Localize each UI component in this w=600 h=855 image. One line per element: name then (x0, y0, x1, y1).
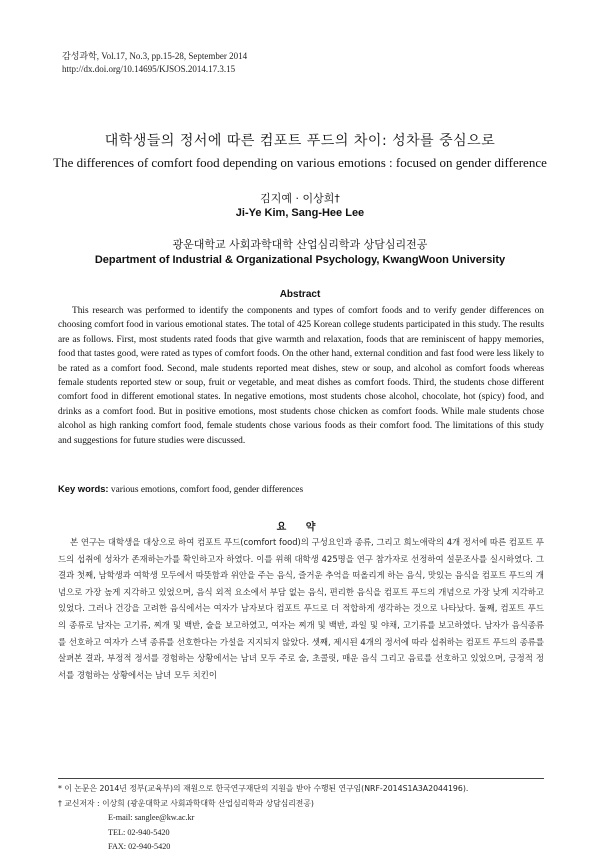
title-korean: 대학생들의 정서에 따른 컴포트 푸드의 차이: 성차를 중심으로 (104, 133, 496, 149)
authors-korean: 김지예 · 이상희† (260, 192, 340, 205)
footnote-corresponding: † 교신저자 : 이상희 (광운대학교 사회과학대학 산업심리학과 상담심리전공) (58, 798, 314, 808)
footnote-divider (58, 778, 544, 779)
summary-heading: 요 약 (276, 522, 324, 533)
keywords-label: Key words: (58, 483, 109, 494)
abstract-heading: Abstract (279, 289, 321, 300)
footnote-email[interactable]: E-mail: sanglee@kw.ac.kr (108, 813, 195, 822)
affiliation-english: Department of Industrial & Organizational Psychology, KwangWoon University (94, 254, 506, 266)
authors-english: Ji-Ye Kim, Sang-Hee Lee (235, 207, 365, 219)
keywords-line (58, 482, 544, 497)
summary-body: 본 연구는 대학생을 대상으로 하여 컴포트 푸드(comfort food)의 구성요인과 종류, 그리고 희노애락의 4개 정서에 따른 컴포트 푸드의 섭취에 성차가 존재하는가를 확인하고자 하였다. 이를 위해 대학생 425명을 연구 참가자로 선정하여 설문조사를 실시하였다. 그 결과 첫째, 남학생과 여학생 모두에서 따뜻함과 위안을 주는 음식, 즐거운 추억을 떠올리게 하는 음식, 맛있는 음식을 컴포트 푸드의 개념으로 가장 높게 지각하고 있었으며, 음식 외적 요소에서 부담 없는 음식, 편리한 음식을 컴포트 푸드의 개념으로 가장 낮게 지각하고 있었다. 그러나 건강을 고려한 음식에서는 여자가 남자보다 컴포트 푸드로 더 적합하게 생각하는 것으로 나타났다. 둘째, 컴포트 푸드의 종류로 남자는 고기류, 찌개 및 백반, 술을 보고하였고, 여자는 찌개 및 백반, 과일 및 야채, 고기류를 보고하였다. 남자가 음식종류를 선호하고 여자가 스낵 종류를 선호한다는 가설을 지지되지 않았다. 셋째, 제시된 4개의 정서에 따라 섭취하는 컴포트 푸드의 종류를 살펴본 결과, 부정적 정서를 경험하는 상황에서는 남녀 모두 주로 술, 초콜릿, 매운 음식 그리고 음료를 선호하고 있었으며, 긍정적 정서를 경험하는 상황에서는 남녀 모두 치킨이 (58, 537, 544, 680)
keywords-text: various emotions, comfort food, gender differences (110, 485, 304, 495)
journal-citation: 감성과학, Vol.17, No.3, pp.15-28, September 2014 (62, 51, 248, 61)
footnote-fax: FAX: 02-940-5420 (108, 842, 171, 851)
affiliation-korean: 광운대학교 사회과학대학 산업심리학과 상담심리전공 (172, 238, 428, 251)
footnotes (58, 782, 468, 855)
title-english: The differences of comfort food depending on various emotions : focused on gender difference (53, 155, 547, 170)
journal-info (62, 50, 247, 76)
footnote-funding: * 이 논문은 2014년 정부(교육부)의 재원으로 한국연구재단의 지원을 받아 수행된 연구임(NRF-2014S1A3A2044196). (58, 784, 469, 793)
abstract-body: This research was performed to identify the components and types of comfort foods and to verify gender differences on choosing comfort food in various emotional states. The total of 425 Korean college students participated in this study. The results are as follows. First, most students rated foods that give warmth and relaxation, foods that are reminiscent of happy memories, food that tastes good, were rated as types of comfort foods. On the other hand, external condition and fast food were less likely to be rated as a comfort food. Second, male students reported meat dishes, stew or soup, and alcohol as comfort foods whereas female students reported stew or soup, fruit or vegetable, and meat dishes as comfort foods. Third, the students chose different comfort food in different emotional states. In negative emotions, most students chose alcohol, chocolate, hot (spicy) food, and drinks as a comfort food. But in positive emotions, most students chose chicken as comfort foods. While male students chose alcohol as high ranking comfort food, female students chose various foods as their comfort food. The limitations of this study and suggestions for future studies were discussed. (58, 306, 544, 446)
journal-doi[interactable]: http://dx.doi.org/10.14695/KJSOS.2014.17.3.15 (62, 64, 236, 74)
footnote-tel: TEL: 02-940-5420 (108, 827, 170, 837)
